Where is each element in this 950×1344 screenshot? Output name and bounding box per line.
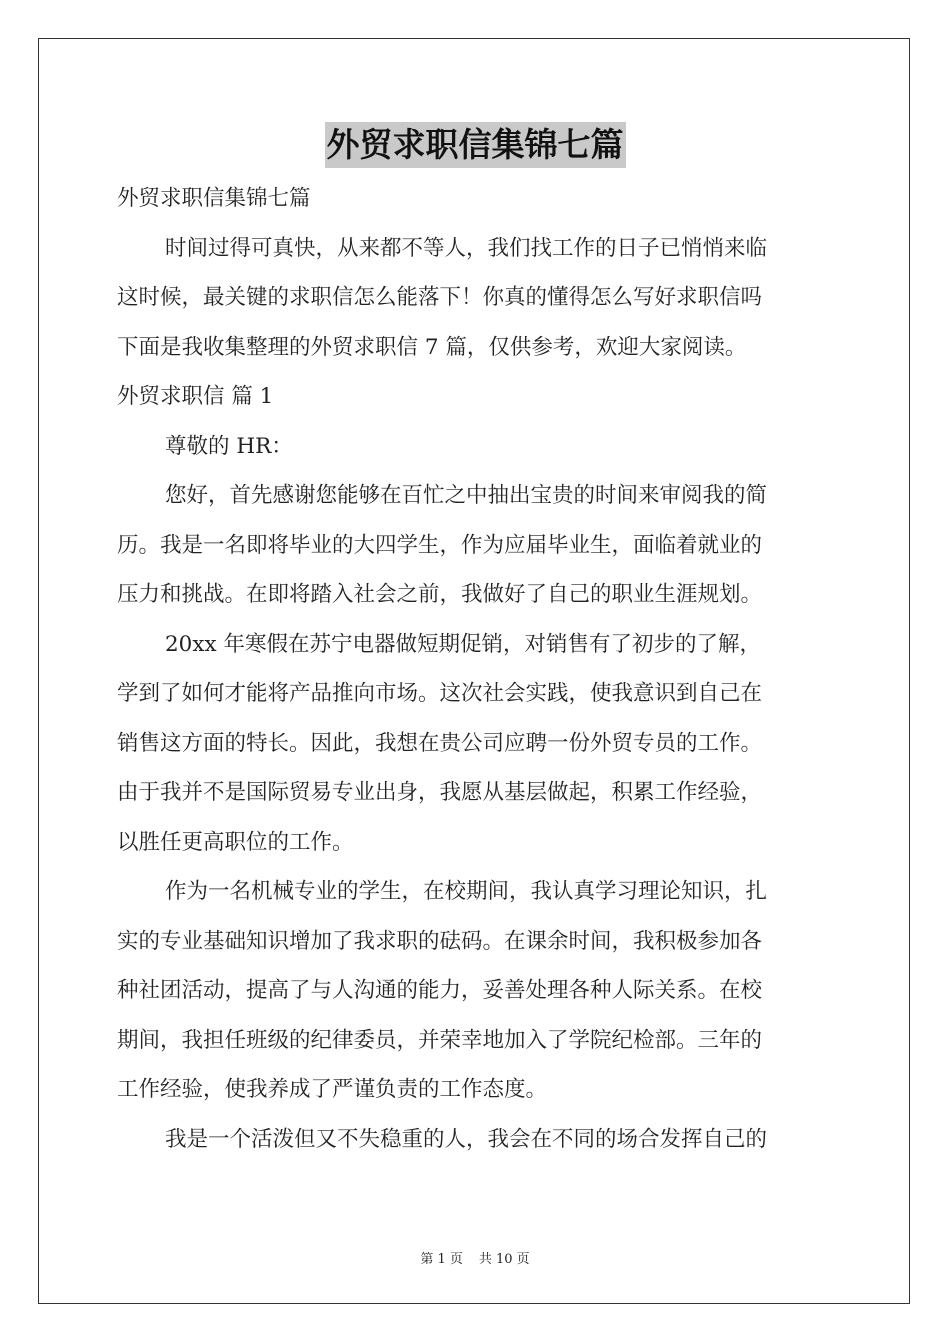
- document-body: [117, 174, 837, 1164]
- text-line: 我是一个活泼但又不失稳重的人，我会在不同的场合发挥自己的: [165, 1126, 768, 1152]
- text-line: 尊敬的 HR：: [165, 433, 293, 459]
- text-line: 作为一名机械专业的学生，在校期间，我认真学习理论知识，扎: [165, 879, 768, 904]
- text-line: 期间，我担任班级的纪律委员，并荣幸地加入了学院纪检部。三年的: [117, 1027, 763, 1053]
- text-line: 工作经验，使我养成了严谨负责的工作态度。: [117, 1077, 548, 1102]
- text-line: 实的专业基础知识增加了我求职的砝码。在课余时间，我积极参加各: [117, 928, 763, 954]
- page-number: 第 1 页: [420, 1252, 463, 1267]
- document-title: 外贸求职信集锦七篇: [325, 122, 626, 168]
- text-line: 历。我是一名即将毕业的大四学生，作为应届毕业生，面临着就业的: [117, 532, 763, 558]
- text-line: 学到了如何才能将产品推向市场。这次社会实践，使我意识到自己在: [117, 681, 763, 706]
- text-line: 种社团活动，提高了与人沟通的能力，妥善处理各种人际关系。在校: [117, 978, 763, 1003]
- title-container: [0, 122, 950, 168]
- text-line: 外贸求职信集锦七篇: [117, 186, 311, 211]
- text-line: 由于我并不是国际贸易专业出身，我愿从基层做起，积累工作经验，: [117, 780, 763, 805]
- text-line: 下面是我收集整理的外贸求职信 7 篇，仅供参考，欢迎大家阅读。: [117, 334, 747, 360]
- text-line: 20xx 年寒假在苏宁电器做短期促销，对销售有了初步的了解，: [165, 631, 761, 657]
- text-line: 以胜任更高职位的工作。: [117, 829, 354, 855]
- text-line: 这时候，最关键的求职信怎么能落下！你真的懂得怎么写好求职信吗: [117, 285, 763, 310]
- text-line: 压力和挑战。在即将踏入社会之前，我做好了自己的职业生涯规划。: [117, 582, 763, 607]
- text-line: 销售这方面的特长。因此，我想在贵公司应聘一份外贸专员的工作。: [117, 730, 763, 756]
- page-footer: [0, 1248, 950, 1267]
- text-line: 外贸求职信 篇 1: [117, 384, 274, 409]
- text-line: 时间过得可真快，从来都不等人，我们找工作的日子已悄悄来临: [165, 235, 768, 261]
- text-line: 您好，首先感谢您能够在百忙之中抽出宝贵的时间来审阅我的简: [165, 483, 768, 508]
- page-total: 共 10 页: [478, 1252, 530, 1267]
